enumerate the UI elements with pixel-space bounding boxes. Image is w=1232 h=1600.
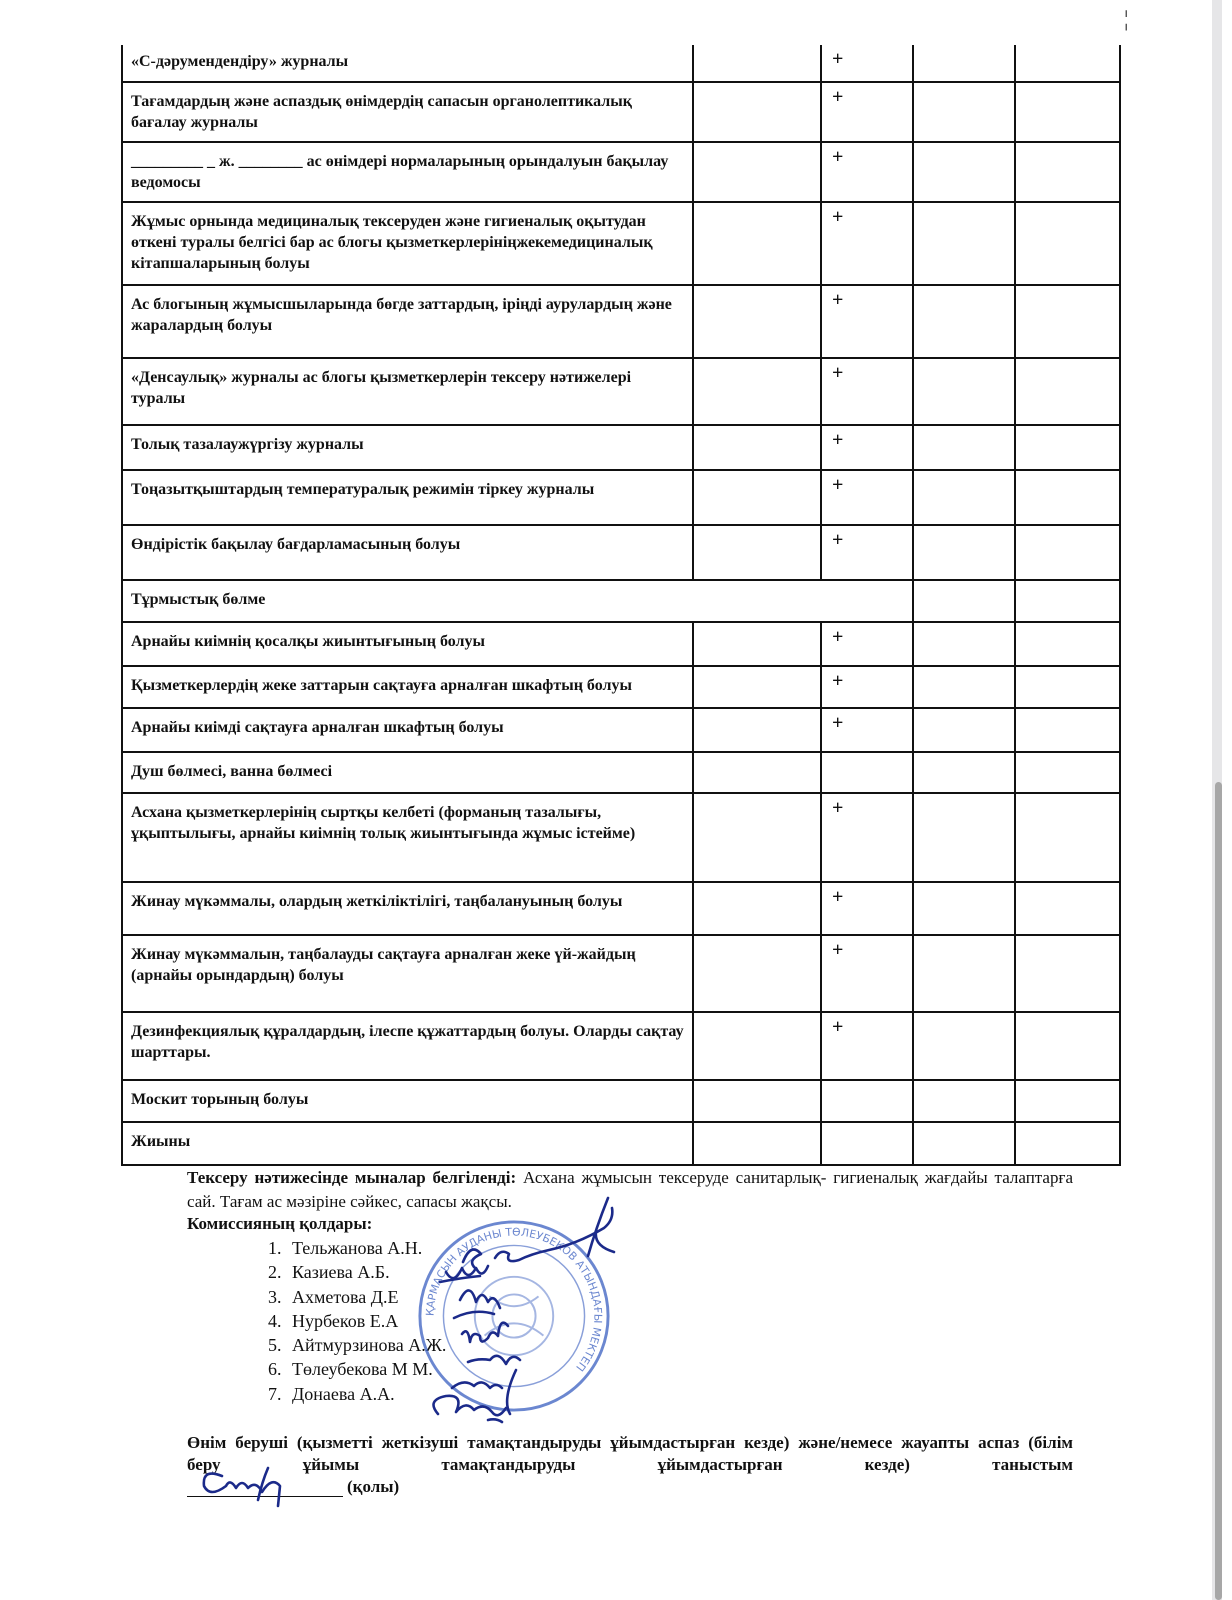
- empty-cell: [913, 425, 1015, 470]
- signature-5: [468, 1356, 520, 1364]
- compliance-mark: +: [821, 666, 913, 708]
- empty-cell: [693, 752, 821, 793]
- compliance-mark: [821, 752, 913, 793]
- table-row: [122, 793, 1120, 882]
- empty-cell: [1015, 45, 1120, 82]
- empty-cell: [913, 793, 1015, 882]
- criterion-text: Дезинфекциялық құралдардың, ілеспе құжаттардың болуы. Оларды сақтау шарттары.: [122, 1012, 693, 1080]
- empty-cell: [693, 142, 821, 202]
- compliance-mark: +: [821, 142, 913, 202]
- empty-cell: [913, 752, 1015, 793]
- findings-text: Асхана жұмысын тексеруде санитарлық- гигиеналық жағдайы талаптарға сай. Тағам ас мəзіріне сəйкес, сапасы жақсы.: [187, 1168, 1073, 1211]
- vertical-scrollbar-thumb[interactable]: [1215, 782, 1222, 1600]
- empty-cell: [1015, 142, 1120, 202]
- compliance-mark: +: [821, 202, 913, 285]
- empty-cell: [913, 935, 1015, 1012]
- empty-cell: [1015, 1012, 1120, 1080]
- criterion-text: Жұмыс орнында медициналық тексеруден және гигиеналық оқытудан өткені туралы белгісі бар ас блогы қызметкерлерініңжекемедициналық кітапшаларының болуы: [122, 202, 693, 285]
- empty-cell: [693, 202, 821, 285]
- signature-4: [462, 1323, 508, 1342]
- compliance-mark: +: [821, 882, 913, 935]
- criterion-text: Қызметкерлердің жеке заттарын сақтауға арналған шкафтың болуы: [122, 666, 693, 708]
- commission-member: 1. Тельжанова А.Н.: [286, 1236, 446, 1260]
- criterion-text: Өндірістік бақылау бағдарламасының болуы: [122, 525, 693, 580]
- empty-cell: [913, 202, 1015, 285]
- empty-cell: [1015, 666, 1120, 708]
- table-row: [122, 882, 1120, 935]
- empty-cell: [693, 666, 821, 708]
- table-total-row: [122, 1122, 1120, 1165]
- signature-1: [463, 1208, 614, 1268]
- criterion-text: Жинау мүкəммалын, таңбалауды сақтауға арналған жеке үй-жайдың (арнайы орындардың) болуы: [122, 935, 693, 1012]
- empty-cell: [693, 622, 821, 666]
- empty-cell: [693, 793, 821, 882]
- stamp-inner-ring: [443, 1245, 584, 1386]
- table-row: [122, 1012, 1120, 1080]
- empty-cell: [913, 358, 1015, 425]
- table-row: [122, 752, 1120, 793]
- criterion-text: Ас блогының жұмысшыларында бөгде заттардың, іріңді аурулардың және жаралардың болуы: [122, 285, 693, 358]
- criterion-text: Душ бөлмесі, ванна бөлмесі: [122, 752, 693, 793]
- inspection-checklist-table: [121, 45, 1121, 1166]
- empty-cell: [693, 45, 821, 82]
- empty-cell: [693, 358, 821, 425]
- table-row: [122, 358, 1120, 425]
- table-row: [122, 708, 1120, 752]
- stamp-ring-text: ҚАРМАСЫН АУДАНЫ ТӨЛЕУБЕКОВ АТЫНДАҒЫ МЕКТЕП: [423, 1225, 605, 1374]
- empty-cell: [913, 45, 1015, 82]
- criterion-text: Асхана қызметкерлерінің сыртқы келбеті (форманың тазалығы, ұқыптылығы, арнайы киімнің толық жиынтығында жұмыс істейме): [122, 793, 693, 882]
- compliance-mark: +: [821, 622, 913, 666]
- empty-cell: [693, 470, 821, 525]
- criterion-text: Жинау мүкəммалы, олардың жеткіліктілігі, таңбалануының болуы: [122, 882, 693, 935]
- commission-member: 6. Төлеубекова М М.: [286, 1357, 446, 1381]
- compliance-mark: +: [821, 525, 913, 580]
- compliance-mark: [821, 1122, 913, 1165]
- criterion-text: Арнайы киімнің қосалқы жиынтығының болуы: [122, 622, 693, 666]
- table-row: [122, 935, 1120, 1012]
- table-row: [122, 202, 1120, 285]
- empty-cell: [913, 1122, 1015, 1165]
- empty-cell: [913, 1012, 1015, 1080]
- compliance-mark: +: [821, 358, 913, 425]
- empty-cell: [1015, 752, 1120, 793]
- empty-cell: [1015, 622, 1120, 666]
- table-section-row: [122, 580, 1120, 622]
- commission-members-list: [240, 1236, 446, 1406]
- table-row: [122, 142, 1120, 202]
- empty-cell: [693, 285, 821, 358]
- empty-cell: [1015, 882, 1120, 935]
- empty-cell: [693, 82, 821, 142]
- empty-cell: [913, 708, 1015, 752]
- empty-cell: [1015, 285, 1120, 358]
- commission-title: Комиссияның қолдары:: [187, 1214, 373, 1233]
- inspection-findings: [187, 1166, 1073, 1214]
- empty-cell: [1015, 202, 1120, 285]
- criterion-text: Москит торының болуы: [122, 1080, 693, 1122]
- empty-cell: [913, 622, 1015, 666]
- empty-cell: [913, 882, 1015, 935]
- empty-cell: [1015, 793, 1120, 882]
- empty-cell: [913, 470, 1015, 525]
- table-row: [122, 45, 1120, 82]
- compliance-mark: +: [821, 1012, 913, 1080]
- section-title: Тұрмыстық бөлме: [122, 580, 913, 622]
- criterion-text: «С-дəрумендендіру» журналы: [122, 45, 693, 82]
- empty-cell: [1015, 708, 1120, 752]
- empty-cell: [693, 1012, 821, 1080]
- empty-cell: [693, 425, 821, 470]
- criterion-text: Тағамдардың және аспаздық өнімдердің сапасын органолептикалық бағалау журналы: [122, 82, 693, 142]
- empty-cell: [693, 882, 821, 935]
- compliance-mark: +: [821, 425, 913, 470]
- signature-blank: [187, 1480, 343, 1497]
- empty-cell: [693, 1122, 821, 1165]
- criterion-text: Толық тазалаужүргізу журналы: [122, 425, 693, 470]
- empty-cell: [693, 525, 821, 580]
- empty-cell: [913, 666, 1015, 708]
- findings-label: Тексеру нәтижесінде мыналар белгіленді:: [187, 1168, 517, 1187]
- table-row: [122, 425, 1120, 470]
- empty-cell: [1015, 470, 1120, 525]
- compliance-mark: +: [821, 793, 913, 882]
- compliance-mark: +: [821, 470, 913, 525]
- table-row: [122, 666, 1120, 708]
- empty-cell: [913, 1080, 1015, 1122]
- commission-member: 3. Ахметова Д.Е: [286, 1285, 446, 1309]
- criterion-text: «Денсаулық» журналы ас блогы қызметкерлерін тексеру нәтижелері туралы: [122, 358, 693, 425]
- producer-acknowledgement: Өнім беруші (қызметті жеткізуші тамақтандыруды ұйымдастырған кезде) және/немесе жауапты аспаз (білім беру ұйымы тамақтандыруды ұйымдастырған кезде) таныстым: [187, 1433, 1073, 1474]
- table-row: [122, 1080, 1120, 1122]
- compliance-mark: +: [821, 45, 913, 82]
- compliance-mark: +: [821, 935, 913, 1012]
- signature-6: [452, 1370, 516, 1414]
- producer-signature-line: [187, 1477, 399, 1497]
- stamp-outer-ring: [420, 1222, 608, 1410]
- empty-cell: [913, 142, 1015, 202]
- stray-ink-mark: ¦: [1124, 6, 1129, 31]
- commission-member: 2. Казиева А.Б.: [286, 1260, 446, 1284]
- empty-cell: [693, 1080, 821, 1122]
- empty-cell: [1015, 82, 1120, 142]
- table-row: [122, 285, 1120, 358]
- empty-cell: [913, 580, 1015, 622]
- table-row: [122, 470, 1120, 525]
- empty-cell: [913, 525, 1015, 580]
- empty-cell: [693, 935, 821, 1012]
- empty-cell: [1015, 1080, 1120, 1122]
- compliance-mark: +: [821, 708, 913, 752]
- compliance-mark: +: [821, 82, 913, 142]
- signature-label: (қолы): [347, 1477, 400, 1496]
- empty-cell: [1015, 580, 1120, 622]
- criterion-text: Арнайы киімді сақтауға арналған шкафтың болуы: [122, 708, 693, 752]
- empty-cell: [1015, 358, 1120, 425]
- empty-cell: [1015, 1122, 1120, 1165]
- total-label: Жиыны: [122, 1122, 693, 1165]
- table-row: [122, 622, 1120, 666]
- commission-member: 7. Донаева А.А.: [286, 1382, 446, 1406]
- empty-cell: [913, 285, 1015, 358]
- table-row: [122, 82, 1120, 142]
- commission-member: 5. Айтмурзинова А.Ж.: [286, 1333, 446, 1357]
- criterion-text: Тоңазытқыштардың температуралық режимін тіркеу журналы: [122, 470, 693, 525]
- signature-3: [454, 1290, 500, 1318]
- criterion-text: _________ _ ж. ________ ас өнімдері нормаларының орындалуын бақылау ведомосы: [122, 142, 693, 202]
- empty-cell: [1015, 935, 1120, 1012]
- table-row: [122, 525, 1120, 580]
- empty-cell: [913, 82, 1015, 142]
- empty-cell: [1015, 425, 1120, 470]
- compliance-mark: [821, 1080, 913, 1122]
- compliance-mark: +: [821, 285, 913, 358]
- commission-member: 4. Нурбеков Е.А: [286, 1309, 446, 1333]
- empty-cell: [1015, 525, 1120, 580]
- empty-cell: [693, 708, 821, 752]
- signature-2: [440, 1266, 488, 1282]
- stamp-emblem: [475, 1277, 553, 1355]
